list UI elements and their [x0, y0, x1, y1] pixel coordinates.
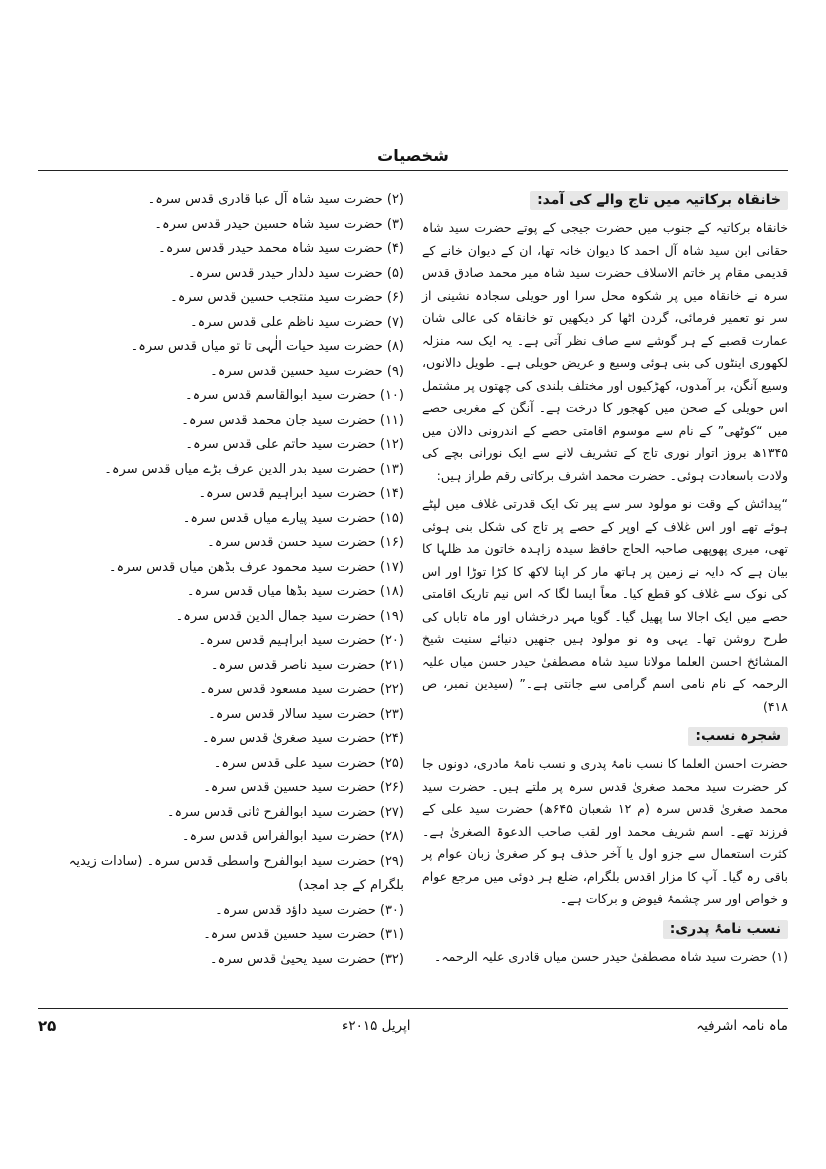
- list-item: (۸) حضرت سید حیات الٰہی تا تو میاں قدس سرہ۔: [130, 339, 404, 354]
- footer-date: اپریل ۲۰۱۵ء: [341, 1018, 411, 1034]
- list-item: (۲۰) حضرت سید ابراہیم قدس سرہ۔: [198, 633, 404, 648]
- content-columns: [38, 188, 788, 1004]
- nasab-list-item-1: (۱) حضرت سید شاہ مصطفیٰ حیدر حسن میاں قادری علیہ الرحمہ۔: [434, 948, 788, 964]
- list-item: (۹) حضرت سید حسین قدس سرہ۔: [210, 363, 404, 379]
- list-item: (۲۸) حضرت سید ابوالفراس قدس سرہ۔: [181, 829, 404, 844]
- section-heading-nasab: نسب نامۂ پدری:: [663, 920, 788, 939]
- list-item: (۱۴) حضرت سید ابراہیم قدس سرہ۔: [198, 486, 404, 501]
- list-item: (۱۹) حضرت سید جمال الدین قدس سرہ۔: [175, 608, 404, 624]
- shajrah-paragraph: حضرت احسن العلما کا نسب نامۂ پدری و نسب نامۂ مادری، دونوں جا کر حضرت سید محمد صغریٰ قدس سرہ پر ملتے ہیں۔ حضرت سید محمد صغریٰ قدس سرہ (م ۱۲ شعبان ۶۴۵ھ) حضرت سید علی کے فرزند تھے۔ اسم شریف محمد اور لقب صاحب الدعوۃ الصغریٰ ہے۔ کثرت استعمال سے جزو اول یا آخر حذف ہو کر صغریٰ زبان عوام پر باقی رہ گیا۔ آپ کا مزار اقدس بلگرام، ضلع ہر دوئی میں مرجع عوام و خواص اور سر چشمۂ فیوض و برکات ہے۔: [422, 756, 788, 906]
- footer-page-number: ۲۵: [38, 1017, 57, 1035]
- list-item: (۱۸) حضرت سید بڈھا میاں قدس سرہ۔: [186, 584, 404, 599]
- list-item: (۲۶) حضرت سید حسین قدس سرہ۔: [203, 780, 404, 795]
- list-item: (۳۰) حضرت سید داؤد قدس سرہ۔: [215, 902, 404, 918]
- list-item: (۳۲) حضرت سید یحییٰ قدس سرہ۔: [209, 951, 404, 967]
- list-item: (۱۵) حضرت سید پیارے میاں قدس سرہ۔: [182, 510, 404, 526]
- list-item: (۳) حضرت سید شاہ حسین حیدر قدس سرہ۔: [154, 216, 404, 232]
- khanqah-paragraph: خانقاہ برکاتیہ کے جنوب میں حضرت جیجی کے پوتے حضرت سید شاہ حقانی ابن سید شاہ آل احمد کا دیوان خانہ تھا، ان کے دیوان خانے کے قدیمی مقام پر خاتم الاسلاف حضرت سید شاہ میر محمد صادق قدس سرہ نے خانقاہ میں پر شکوہ محل سرا اور حویلی سجادہ نشینی از سر نو تعمیر فرمائی، گردن اٹھا کر دیکھیں تو خانقاہ کی عالی شان عمارت قصبے کے ہر گوشے سے صاف نظر آتی ہے۔ یہ ایک سہ منزلہ لکھوری اینٹوں کی بنی ہوئی وسیع و عریض حویلی ہے۔ طویل دالانوں، وسیع آنگن، بر آمدوں، کھڑکیوں اور مختلف بلندی کی چھتوں پر مشتمل اس حویلی کے صحن میں کھجور کا درخت ہے۔ آنگن کے مغربی حصے میں “کوٹھی” کے نام سے موسوم اقامتی حصے کے اندرونی دالان میں ۱۳۴۵ھ بروز اتوار نوری تاج کے تشریف لانے سے ایک نورانی بچے کی ولادت باسعادت ہوئی۔ حضرت محمد اشرف برکاتی رقم طراز ہیں:: [422, 220, 788, 483]
- section-heading-shajrah: شجرہ نسب:: [688, 727, 788, 746]
- genealogy-list-column: [38, 188, 404, 1004]
- list-item: (۱۲) حضرت سید حاتم علی قدس سرہ۔: [185, 437, 404, 452]
- list-item: (۱۳) حضرت سید بدر الدین عرف بڑے میاں قدس سرہ۔: [104, 461, 404, 477]
- list-item: (۷) حضرت سید ناظم علی قدس سرہ۔: [190, 314, 404, 330]
- khanqah-quote-paragraph: “پیدائش کے وقت نو مولود سر سے پیر تک ایک قدرتی غلاف میں لپٹے ہوئے تھے اور اس غلاف کے اوپر کے حصے پر تاج کی شکل بنی ہوئی تھی، میری پھوپھی صاحبہ الحاج حافظ سیدہ زاہدہ خاتون مد ظلہا کا بیان ہے کہ دایہ نے زمین پر ہاتھ مار کر اپنا لاکھ کا کڑا توڑا اور اس کی نوک سے غلاف کو قطع کیا۔ معاً ایسا لگا کہ اس نیم تاریک اقامتی حصے میں ایک اجالا سا پھیل گیا۔ گویا مہر درخشاں اور ماہ تاباں کی طرح روشن تھا۔ یہی وہ نو مولود ہیں جنھیں دنیائے سنیت شیخ المشائخ احسن العلما مولانا سید شاہ مصطفیٰ حیدر حسن میاں علیہ الرحمہ کے نام نامی اسم گرامی سے جانتی ہے۔” (سیدین نمبر، ص ۴۱۸): [422, 496, 788, 714]
- list-item: (۵) حضرت سید دلدار حیدر قدس سرہ۔: [187, 265, 404, 281]
- list-item: (۱۷) حضرت سید محمود عرف بڈھن میاں قدس سرہ۔: [108, 559, 404, 575]
- article-column: [422, 188, 788, 1004]
- page-title: شخصیات: [377, 146, 449, 165]
- list-item: (۲) حضرت سید شاہ آل عبا قادری قدس سرہ۔: [147, 192, 404, 207]
- list-item: (۲۴) حضرت سید صغریٰ قدس سرہ۔: [201, 731, 404, 746]
- header-divider: [38, 170, 788, 171]
- list-item: (۲۹) حضرت سید ابوالفرح واسطی قدس سرہ۔ (سادات زیدیہ بلگرام کے جد امجد): [68, 853, 404, 893]
- list-item: (۳۱) حضرت سید حسین قدس سرہ۔: [203, 927, 404, 942]
- page-footer: [38, 1008, 788, 1035]
- section-heading-khanqah: خانقاہ برکاتیہ میں تاج والے کی آمد:: [530, 191, 788, 210]
- list-item: (۱۶) حضرت سید حسن قدس سرہ۔: [207, 535, 404, 550]
- list-item: (۲۵) حضرت سید علی قدس سرہ۔: [213, 755, 404, 771]
- list-item: (۶) حضرت سید منتجب حسین قدس سرہ۔: [170, 290, 404, 305]
- list-item: (۴) حضرت سید شاہ محمد حیدر قدس سرہ۔: [158, 241, 404, 256]
- page-header: [38, 146, 788, 171]
- footer-magazine-name: ماہ نامہ اشرفیہ: [696, 1018, 788, 1034]
- list-item: (۲۱) حضرت سید ناصر قدس سرہ۔: [210, 657, 404, 673]
- list-item: (۱۰) حضرت سید ابوالقاسم قدس سرہ۔: [185, 388, 404, 403]
- list-item: (۱۱) حضرت سید جان محمد قدس سرہ۔: [181, 412, 404, 428]
- list-item: (۲۳) حضرت سید سالار قدس سرہ۔: [208, 706, 404, 722]
- list-item: (۲۲) حضرت سید مسعود قدس سرہ۔: [199, 682, 404, 697]
- list-item: (۲۷) حضرت سید ابوالفرح ثانی قدس سرہ۔: [166, 804, 404, 820]
